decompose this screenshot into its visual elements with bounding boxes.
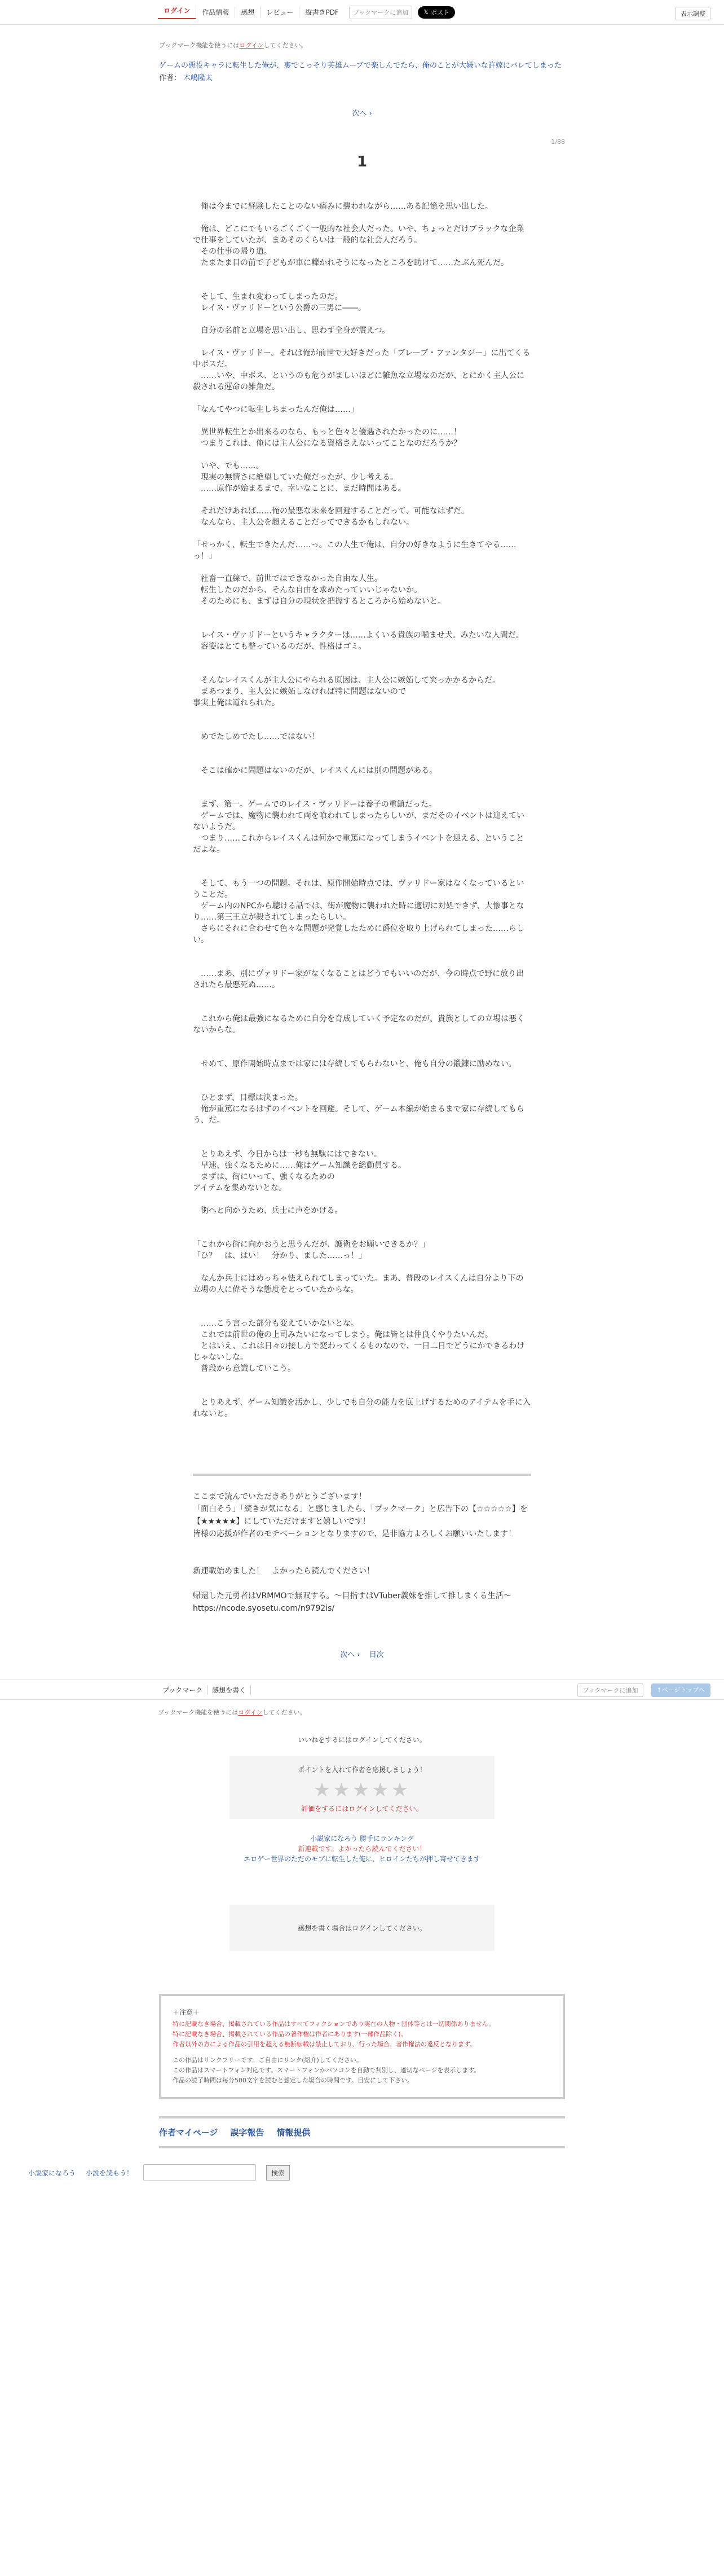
x-post-button[interactable] [418,6,455,19]
top-navigation-bar [0,0,724,25]
page-top-button[interactable]: ↑ページトップへ [651,1683,710,1697]
body-paragraph: レイス・ヴァリドーという公爵の三男に――。 [193,304,367,313]
afterword-paragraph [193,1540,531,1553]
toc-link[interactable]: 目次 [369,1651,384,1659]
bookmark-note-suffix-bottom: してください。 [262,1709,306,1716]
body-paragraph [193,1228,531,1239]
body-paragraph [193,742,531,754]
author-label: 作者： [159,74,182,82]
notice-gray-line: 作品の読了時間は毎分500文字を読むと想定した場合の時間です。目安にして下さい。 [173,2077,414,2084]
notice-red-line: 特に記載なき場合、掲載されている作品はすべてフィクションであり実在の人物・団体等とは一切関係ありません。 [173,2020,495,2028]
body-paragraph: ……こう言った部分も変えていかないとな。 [193,1319,359,1328]
body-paragraph [193,788,531,799]
body-paragraph [193,663,531,675]
body-paragraph [193,946,531,957]
body-paragraph: なんか兵士にはめっちゃ怯えられてしまっていた。まあ、普段のレイスくんは自分より下の立場の人に偉そうな態度をとっていたからな。 [193,1274,524,1294]
yomou-link[interactable]: 小説を読もう！ [86,2169,134,2177]
novel-body [193,201,531,1419]
ranking-box [229,1834,495,1864]
body-paragraph: ……まあ、別にヴァリドー家がなくなることはどうでもいいのだが、今の時点で野に放り出されたら最悪死ぬ……。 [193,969,524,990]
bookmark-note-suffix: してください。 [263,42,307,49]
body-paragraph [193,867,531,878]
bookmark-login-link-bottom[interactable]: ログイン [238,1709,263,1716]
ranking-link[interactable]: 小説家になろう 勝手にランキング [310,1835,414,1843]
body-paragraph: ゲーム内のNPCから聴ける話では、街が魔物に襲われた時に適切に対処できず、大惨事となり……第三王立が殺されてしまったらしい。 [193,902,524,922]
login-link[interactable]: ログイン [158,5,196,19]
body-paragraph: めでたしめでたし……ではない！ [193,732,319,741]
bookmark-login-link[interactable]: ログイン [239,42,264,49]
body-paragraph [193,1002,531,1013]
body-paragraph [193,1047,531,1058]
body-paragraph: つまり……これからレイスくんは何かで重篤になってしまうイベントを迎える、ということだよな。 [193,834,524,854]
x-logo-icon: 𝕏 [423,8,429,16]
notice-gray-text [173,2055,551,2086]
body-paragraph: 「せっかく、転生できたんだ……っ。この人生で俺は、自分の好きなように生きてやる……っ！」 [193,540,516,561]
body-paragraph: まずは、街にいって、強くなるための [193,1172,335,1181]
body-paragraph [193,1070,531,1081]
body-paragraph [193,212,531,223]
bookmark-note-prefix-bottom: ブックマーク機能を使うには [158,1709,239,1716]
body-paragraph: なんなら、主人公を超えることだってできるかもしれない。 [193,518,414,527]
body-paragraph: ……いや、中ボス、というのも危うがましいほどに雑魚な立場なのだが、とにかく主人公に殺される運命の雑魚だ。 [193,371,525,392]
body-paragraph: 容姿はとても整っているのだが、性格はゴミ。 [193,642,367,651]
body-paragraph: まあつまり、主人公に嫉妬しなければ特に問題はないので [193,687,406,696]
rating-login-note: 評価をするにはログインしてください。 [301,1805,423,1813]
body-paragraph [193,652,531,663]
notice-box [159,1994,565,2099]
nav-impressions[interactable]: 感想 [235,7,261,18]
afterword-paragraph: 帰還した元勇者はVRMMOで無双する。〜目指すはVTuber義妹を推して推しまくる生活〜 [193,1592,511,1601]
new-serial-link[interactable]: エロゲー世界のただのモブに転生した俺に、ヒロインたちが押し寄せてきます [244,1855,480,1863]
write-impression-tab[interactable]: 感想を書く [208,1685,251,1695]
body-paragraph [193,1081,531,1092]
impression-box [229,1905,495,1951]
afterword-divider [193,1474,531,1476]
body-paragraph: レイス・ヴァリドー。それは俺が前世で大好きだった「ブレーブ・ファンタジー」に出てくる中ボスだ。 [193,349,531,369]
body-paragraph: そして、もう一つの問題。それは、原作開始時点では、ヴァリドー家はなくなっているということだ。 [193,879,524,899]
afterword [193,1491,531,1615]
nav-vertical-pdf[interactable]: 縦書きPDF [305,8,339,16]
body-paragraph [193,855,531,867]
bookmark-add-button[interactable]: ブックマークに追加 [349,6,412,19]
rating-box [229,1756,495,1819]
body-paragraph: 異世界転生とか出来るのなら、もっと色々と優遇されたかったのに……！ [193,428,461,437]
body-paragraph: 早速、強くなるために……俺はゲーム知識を総動員する。 [193,1161,406,1170]
body-paragraph: いや、でも……。 [193,461,264,471]
body-paragraph: 自分の名前と立場を思い出し、思わず全身が震えつ。 [193,326,390,335]
body-paragraph [193,1261,531,1273]
body-paragraph: 「なんてやつに転生しちまったんだ俺は……」 [193,405,359,414]
body-paragraph [193,449,531,460]
body-paragraph [193,1295,531,1307]
body-paragraph: せめて、原作開始時点までは家には存続してもらわないと、俺も自分の鍛錬に励めない。 [193,1060,516,1069]
body-paragraph [193,528,531,539]
afterword-paragraph [193,1577,531,1590]
novel-container [159,41,565,1659]
notice-title: ＋注意＋ [173,2008,200,2016]
body-paragraph [193,1194,531,1205]
author-line [159,72,565,85]
body-paragraph: そのためにも、まずは自分の現状を把握するところから始めないと。 [193,597,445,606]
body-paragraph [193,709,531,720]
body-paragraph: つまりこれは、俺には主人公になる資格さえないってことなのだろうか？ [193,439,461,448]
bookmark-tab[interactable]: ブックマーク [158,1685,208,1695]
body-paragraph [193,269,531,280]
body-paragraph [193,618,531,630]
body-paragraph [193,314,531,325]
body-paragraph: ……原作が始まるまで、幸いなことに、まだ時間はある。 [193,484,406,493]
afterword-paragraph: 新連載始めました！ よかったら読んでください！ [193,1567,374,1576]
body-paragraph: とりあえず、今日からは一秒も無駄にはできない。 [193,1150,382,1159]
footer-links [159,2116,565,2148]
body-paragraph [193,607,531,618]
site-footer [0,2164,724,2181]
bookmark-login-note-bottom [158,1708,724,1717]
body-paragraph: たまたま目の前で子どもが車に轢かれそうになったところを助けて……たぶん死んだ。 [193,258,509,267]
bottom-pager [159,1649,565,1659]
notice-gray-line: この作品はスマートフォン対応です。スマートフォンかパソコンを自動で判別し、適切なページを表示します。 [173,2067,480,2074]
body-paragraph: 普段から意識していこう。 [193,1364,295,1373]
notice-red-line: 作者以外の方による作品の引用を超える無断転載は禁止しており、行った場合、著作権法の違反となります。 [173,2041,476,2048]
body-paragraph: さらにそれに合わせて色々な問題が発覚したために爵位を取り上げられてしまった……らしい。 [193,924,524,944]
rating-title: ポイントを入れて作者を応援しましょう！ [297,1766,426,1774]
body-paragraph: 俺が重篤になるはずのイベントを回避。そして、ゲーム本編が始まるまで家に存続してもらう、だ。 [193,1105,524,1125]
display-settings-button[interactable]: 表示調整 [676,7,710,20]
footer-search-button[interactable]: 検索 [266,2165,290,2181]
body-paragraph: 「ひ？ は、はい！ 分かり、ました……っ！」 [193,1251,367,1260]
body-paragraph [193,415,531,427]
rating-stars-icon[interactable]: ★★★★★ [313,1779,411,1801]
body-paragraph: そんなレイスくんが主人公にやられる原因は、主人公に嫉妬して突っかかるからだ。 [193,676,501,685]
afterword-paragraph[interactable]: https://ncode.syosetu.com/n9792is/ [193,1604,335,1613]
body-paragraph [193,1216,531,1228]
author-link[interactable]: 木嶋隆太 [183,74,213,82]
body-paragraph: まず、第一。ゲームでのレイス・ヴァリドーは養子の重鎮だった。 [193,800,436,809]
body-paragraph: 俺は今までに経験したことのない痛みに襲われながら……ある記憶を思い出した。 [193,202,493,211]
body-paragraph [193,991,531,1002]
nav-work-info[interactable]: 作品情報 [196,7,235,18]
bookmark-note-prefix: ブックマーク機能を使うには [159,42,240,49]
body-paragraph: そして、生まれ変わってしまったのだ。 [193,292,343,301]
body-paragraph: それだけあれば……俺の最悪な未来を回避することだって、可能なはずだ。 [193,507,469,516]
body-paragraph: レイス・ヴァリドーというキャラクターは……よくいる貴族の噛ませ犬。みたいな人間だ。 [193,631,524,640]
bookmark-login-note [159,41,565,50]
next-chapter-bottom-link[interactable]: 次へ › [340,1651,360,1659]
next-chapter-top-link[interactable]: 次へ › [352,109,372,118]
bottom-action-bar [0,1680,724,1700]
body-paragraph: 転生したのだから、そんな自由を求めたっていいじゃないか。 [193,586,422,595]
body-paragraph: これから俺は最強になるために自分を育成していく予定なのだが、貴族としての立場は悪くないからな。 [193,1014,524,1035]
body-paragraph: 俺は、どこにでもいるごくごく一般的な社会人だった。いや、ちょっとだけブラックな企業で仕事をしていたが、まあそのくらいは一般的な社会人だろう。 [193,225,524,245]
impression-login-note: 感想を書く場合はログインしてください。 [298,1924,426,1932]
body-paragraph: 事実上俺は道れられた。 [193,698,280,707]
body-paragraph [193,393,531,404]
like-login-note: いいねをするにはログインしてください。 [298,1736,426,1744]
body-paragraph: 現実の無情さに絶望していた俺だったが、少し考える。 [193,473,398,482]
body-paragraph: とはいえ、これは日々の接し方で変わってくるものなので、一日二日でどうにかできるわけじゃないしな。 [193,1342,525,1362]
body-paragraph [193,1137,531,1149]
x-post-label: ポスト [430,8,449,16]
narou-home-link[interactable]: 小説家になろう [28,2169,76,2177]
body-paragraph: ひとまず、目標は決まった。 [193,1093,303,1102]
body-paragraph [193,957,531,968]
body-paragraph [193,562,531,573]
notice-red-line: 特に記載なき場合、掲載されている作品の著作権は作者にあります(一部作品除く)。 [173,2030,407,2038]
body-paragraph [193,494,531,505]
body-paragraph [193,776,531,788]
author-mypage-link[interactable]: 作者マイページ [159,2127,218,2138]
body-paragraph [193,754,531,765]
body-paragraph: そこは確かに問題はないのだが、レイスくんには別の問題がある。 [193,766,438,775]
body-paragraph: ゲームでは、魔物に襲われて両を喰われてしまったらしいが、まだそのイベントは迎えていないようだ。 [193,811,524,832]
body-paragraph [193,1126,531,1137]
new-serial-note: 新連載です。よかったら読んでください！ [298,1845,426,1853]
body-paragraph: 社畜一直線で、前世ではできなかった自由な人生。 [193,574,382,583]
series-title-link[interactable]: ゲームの悪役キャラに転生した俺が、裏でこっそり英雄ムーブで楽しんでたら、俺のことが大嫌いな許嫁にバレてしまった [159,61,562,70]
afterword-paragraph: 皆様の応援が作者のモチベーションとなりますので、是非協力よろしくお願いいたします！ [193,1529,516,1538]
body-paragraph [193,1374,531,1386]
body-paragraph: 「これから街に向かおうと思うんだが、護衛をお願いできるか？」 [193,1240,430,1249]
body-paragraph: とりあえず、ゲーム知識を活かし、少しでも自分の能力を底上げするためのアイテムを手に入れないと。 [193,1398,531,1418]
body-paragraph: これでは前世の俺の上司みたいになってしまう。俺は皆とは仲良くやりたいんだ。 [193,1330,493,1339]
body-paragraph [193,1036,531,1047]
top-nav [158,0,455,25]
body-paragraph [193,720,531,731]
notice-red-text [173,2019,551,2050]
afterword-paragraph: 「面白そう」「続きが気になる」と感じましたら、「ブックマーク」と広告下の【☆☆☆☆☆】を【★★★★★】にしていただけますと嬉しいです！ [193,1505,528,1526]
body-paragraph: 街へと向かうため、兵士に声をかける。 [193,1206,343,1215]
body-paragraph: その仕事の帰り道。 [193,247,272,256]
nav-reviews[interactable]: レビュー [261,7,299,18]
body-paragraph [193,280,531,291]
chapter-title: 1 [356,153,368,170]
typo-report-link[interactable]: 誤字報告 [230,2127,264,2138]
info-provide-link[interactable]: 情報提供 [276,2127,311,2138]
notice-gray-line: この作品はリンクフリーです。ご自由にリンク(紹介)してください。 [173,2056,363,2064]
body-paragraph [193,1307,531,1318]
body-paragraph [193,336,531,348]
bookmark-add-button-bottom[interactable]: ブックマークに追加 [577,1683,643,1697]
afterword-paragraph [193,1553,531,1565]
chapter-page-count: 1/88 [551,138,565,146]
body-paragraph [193,1386,531,1397]
footer-search-input[interactable] [143,2164,256,2181]
afterword-paragraph: ここまで読んでいただきありがとうございます！ [193,1492,367,1501]
body-paragraph: アイテムを集めないとな。 [193,1184,287,1193]
